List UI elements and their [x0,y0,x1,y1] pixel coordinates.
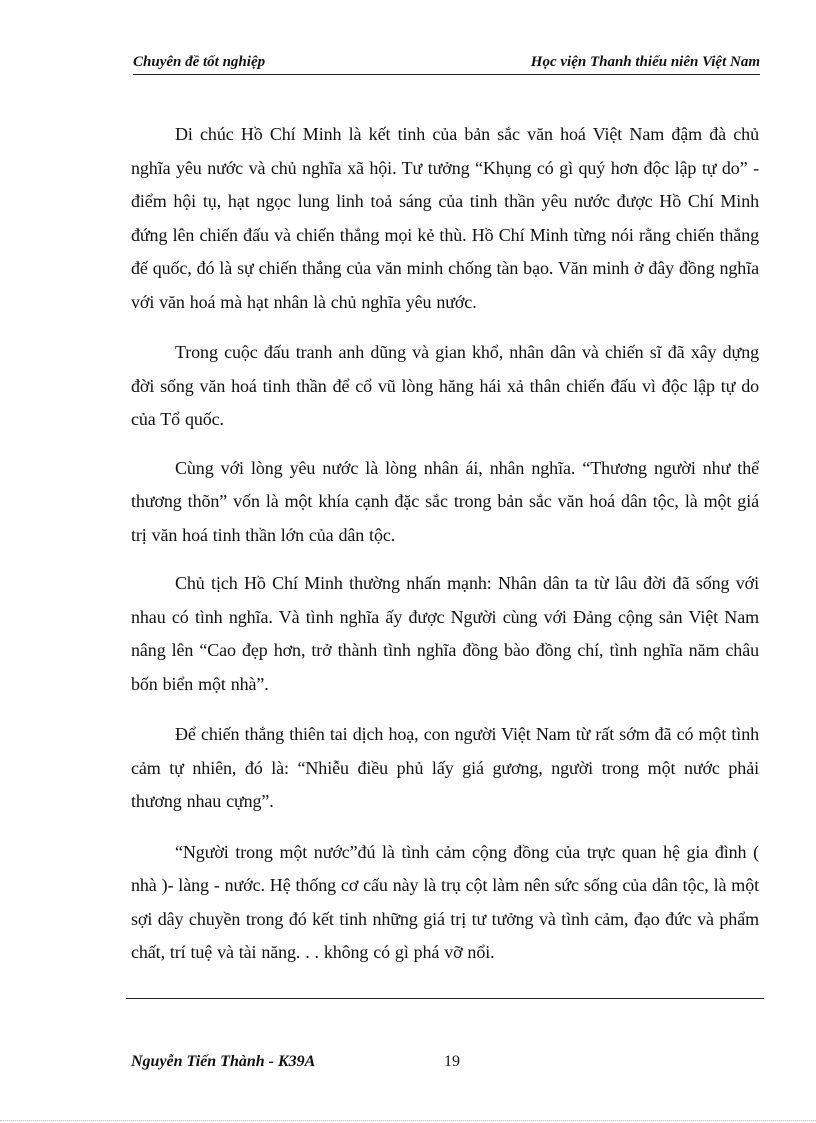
page-number: 19 [444,1053,460,1070]
header-institution: Học viện Thanh thiếu niên Việt Nam [530,54,760,70]
paragraph-dau-tranh: Trong cuộc đấu tranh anh dũng và gian khổ, nhân dân và chiến sĩ đã xây dựng đời sống văn hoá tinh thần để cổ vũ lòng hăng hái xả thân chiến đấu vì độc lập tự do của Tổ quốc. [131,342,759,429]
paragraph-di-chuc: Di chúc Hồ Chí Minh là kết tinh của bản sắc văn hoá Việt Nam đậm đà chủ nghĩa yêu nước và chủ nghĩa xã hội. Tư tưởng “Khụng có gì quý hơn độc lập tự do” - điểm hội tụ, hạt ngọc lung linh toả sáng của tinh thần yêu nước được Hồ Chí Minh đứng lên chiến đấu và chiến thắng mọi kẻ thù. Hồ Chí Minh từng nói rằng chiến thắng đế quốc, đó là sự chiến thắng của văn minh chống tàn bạo. Văn minh ở đây đồng nghĩa với văn hoá mà hạt nhân là chủ nghĩa yêu nước. [131,124,759,312]
header-document-type: Chuyên đề tốt nghiệp [133,54,266,70]
footer-divider [126,998,764,999]
paragraph-tinh-nghia: Chủ tịch Hồ Chí Minh thường nhấn mạnh: Nhân dân ta từ lâu đời đã sống với nhau có tình nghĩa. Và tình nghĩa ấy được Người cùng với Đảng cộng sản Việt Nam nâng lên “Cao đẹp hơn, trở thành tình nghĩa đồng bào đồng chí, tình nghĩa năm châu bốn biển một nhà”. [131,573,759,694]
page-header [133,52,760,75]
paragraph-nhan-ai: Cùng với lòng yêu nước là lòng nhân ái, nhân nghĩa. “Thương người như thể thương thõn” vốn là một khía cạnh đặc sắc trong bản sắc văn hoá dân tộc, là một giá trị văn hoá tinh thần lớn của dân tộc. [131,457,759,545]
paragraph-cong-dong: “Người trong một nước”đú là tình cảm cộng đồng của trực quan hệ gia đình ( nhà )- làng - nước. Hệ thống cơ cấu này là trụ cột làm nên sức sống của dân tộc, là một sợi dây chuyền trong đó kết tinh những giá trị tư tưởng và tình cảm, đạo đức và phẩm chất, trí tuệ và tài năng. . . không có gì phá vỡ nổi. [131,841,759,962]
footer-author: Nguyễn Tiến Thành - K39A [131,1053,316,1070]
paragraph-thien-tai: Để chiến thắng thiên tai dịch hoạ, con người Việt Nam từ rất sớm đã có một tình cảm tự nhiên, đó là: “Nhiễu điều phủ lấy giá gương, người trong một nước phải thương nhau cựng”. [131,724,759,811]
page-edge-divider [0,1120,816,1121]
body-text [131,118,759,987]
